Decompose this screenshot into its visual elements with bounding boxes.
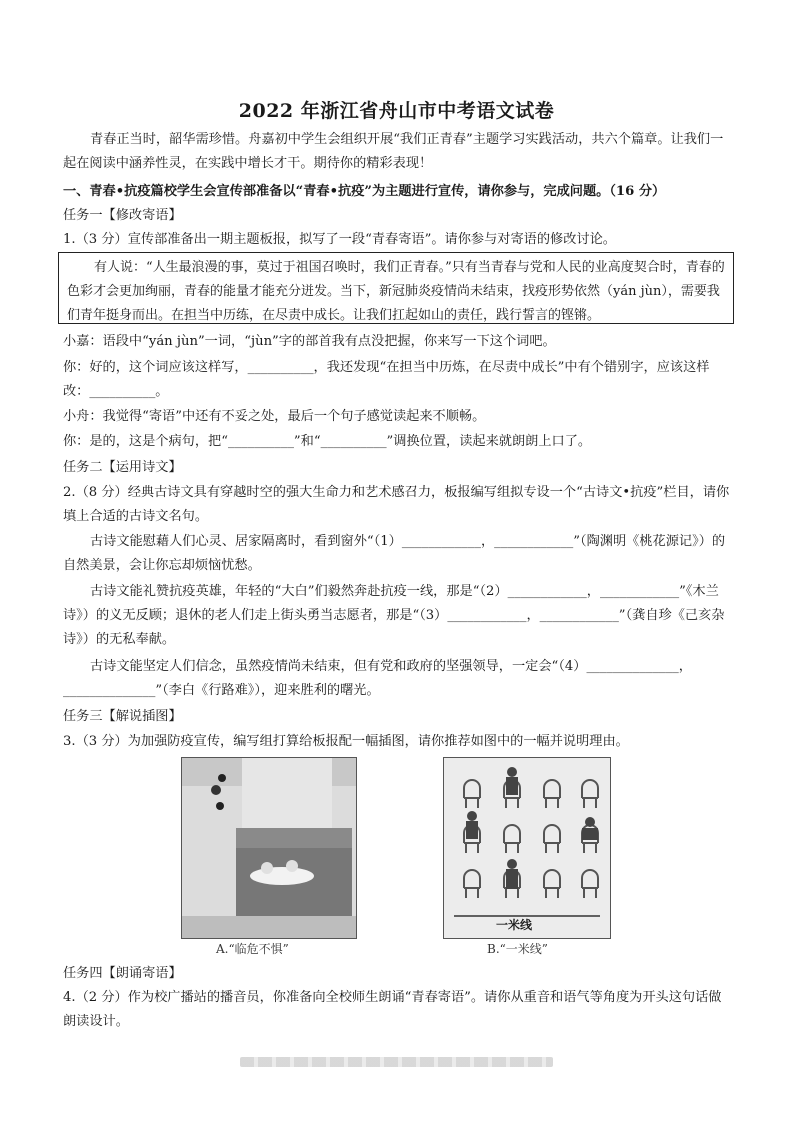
dialogue-line-1: 小嘉：语段中“yán jùn”一词，“jùn”字的部首我有点没把握，你来写一下这个词吧。 [63,334,556,349]
caption-b: B.“一米线” [487,942,548,956]
illustration-a [181,757,357,939]
illustration-b [443,757,611,939]
task3-title: 任务三【解说插图】 [63,709,182,724]
poem-paragraph-2: 古诗文能礼赞抗疫英雄，年轻的“大白”们毅然奔赴抗疫一线，那是“（2）____________，____________”《木兰诗》）的义无反顾；退休的老人们走上街头勇当志愿者，那是“（3）____________，____________”（龚自珍《己亥杂诗》）的无私奉献。 [63,584,725,647]
illustration-b-art [444,758,610,938]
task2-title: 任务二【运用诗文】 [63,460,182,475]
dialogue-line-4: 你：是的，这是个病句，把“__________”和“__________”调换位置，读起来就朗朗上口了。 [63,434,592,449]
question-4: 4.（2 分）作为校广播站的播音员，你准备向全校师生朗诵“青春寄语”。请你从重音和语气等角度为开头这句话做朗读设计。 [63,990,722,1028]
question-1: 1.（3 分）宣传部准备出一期主题板报，拟写了一段“青春寄语”。请你参与对寄语的修改讨论。 [63,232,616,247]
youth-message-text: 有人说：“人生最浪漫的事，莫过于祖国召唤时，我们正青春。”只有当青春与党和人民的业高度契合时，青春的色彩才会更加绚丽，青春的能量才能充分迸发。当下，新冠肺炎疫情尚未结束，找疫形势依然（yán jùn），需要我们青年挺身而出。在担当中历练，在尽责中成长。让我们扛起如山的责任，践行誓言的铿锵。 [67,260,725,323]
one-meter-line-sign: 一米线 [496,918,533,932]
poem-paragraph-3: 古诗文能坚定人们信念，虽然疫情尚未结束，但有党和政府的坚强领导，一定会“（4）______________，______________”（李白《行路难》），迎来胜利的曙光。 [63,659,692,698]
section-heading: 一、青春•抗疫篇校学生会宣传部准备以“青春•抗疫”为主题进行宣传，请你参与，完成问题。（16 分） [63,184,666,199]
question-4-clip [63,986,733,1028]
task1-title: 任务一【修改寄语】 [63,208,182,223]
question-2: 2.（8 分）经典古诗文具有穿越时空的强大生命力和艺术感召力，板报编写组拟专设一个“古诗文•抗疫”栏目，请你填上合适的古诗文名句。 [63,485,730,524]
dialogue-line-3: 小舟：我觉得“寄语”中还有不妥之处，最后一个句子感觉读起来不顺畅。 [63,409,486,424]
intro-paragraph: 青春正当时，韶华需珍惜。舟嘉初中学生会组织开展“我们正青春”主题学习实践活动，共六个篇章。让我们一起在阅读中涵养性灵，在实践中增长才干。期待你的精彩表现！ [63,132,724,171]
question-3: 3.（3 分）为加强防疫宣传，编写组打算给板报配一幅插图，请你推荐如图中的一幅并说明理由。 [63,734,629,749]
poem-paragraph-1: 古诗文能慰藉人们心灵、居家隔离时，看到窗外“（1）____________，____________”（陶渊明《桃花源记》）的自然美景，会让你忘却烦恼忧愁。 [63,534,726,573]
caption-a: A.“临危不惧” [216,942,289,956]
page-title: 2022 年浙江省舟山市中考语文试卷 [238,100,555,122]
dialogue-line-2: 你：好的，这个词应该这样写，__________，我还发现“在担当中历炼，在尽责中成长”中有个错别字，应该这样改：__________。 [63,360,710,399]
illustration-a-art [182,758,356,938]
task4-title: 任务四【朗诵寄语】 [63,966,182,981]
blurred-footer [240,1057,553,1067]
youth-message-box [58,252,734,324]
